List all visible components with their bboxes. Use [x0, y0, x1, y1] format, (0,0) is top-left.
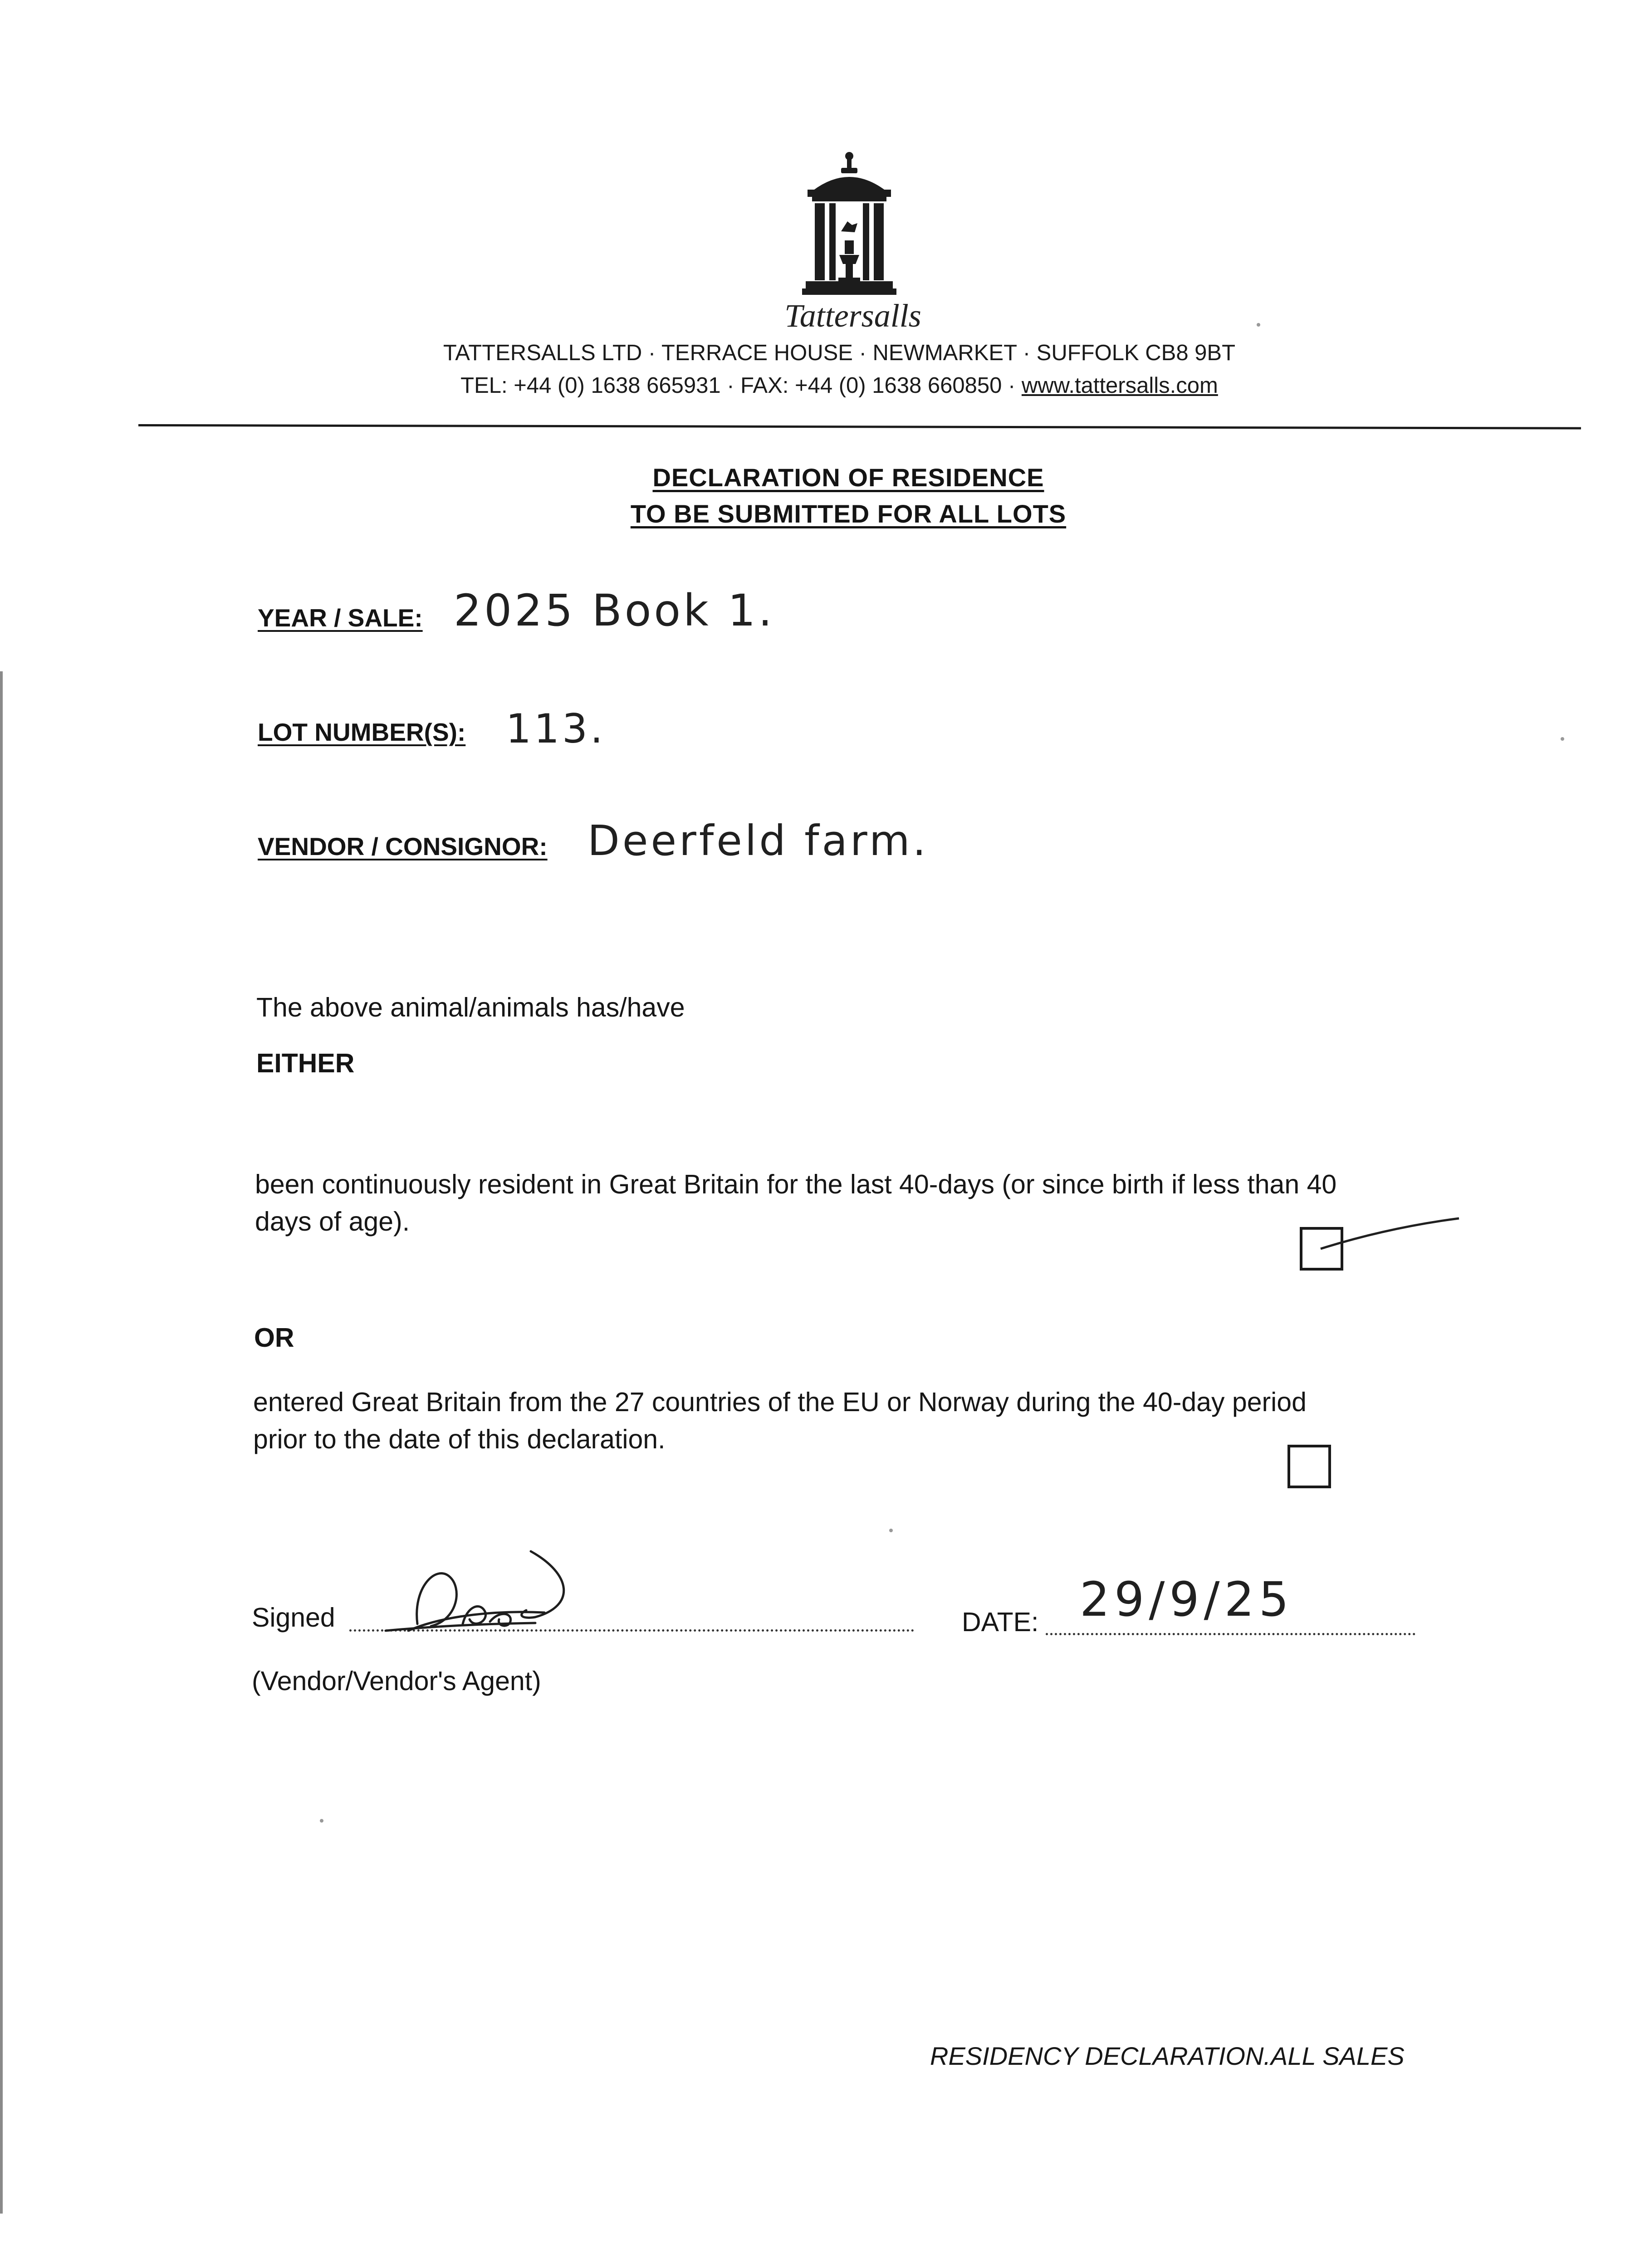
form-code: RESIDENCY DECLARATION.ALL SALES [930, 2042, 1405, 2070]
header-divider [138, 424, 1581, 430]
year-sale-row [258, 603, 423, 632]
vendor-row [258, 832, 548, 861]
scan-speck [1257, 323, 1260, 327]
document-subtitle: TO BE SUBMITTED FOR ALL LOTS [630, 499, 1067, 528]
either-label: EITHER [256, 1048, 355, 1078]
contact-line [363, 373, 1316, 398]
statement-intro: The above animal/animals has/have [256, 992, 685, 1022]
scan-speck [889, 1529, 893, 1532]
lot-numbers-value[interactable]: 113. [506, 705, 606, 752]
option-2-line-1: entered Great Britain from the 27 countries of the EU or Norway during the 40-day period [253, 1387, 1307, 1417]
signed-label: Signed [252, 1603, 335, 1633]
vendor-value[interactable]: Deerfeld farm. [587, 816, 929, 865]
option-1-text [255, 1166, 1480, 1240]
document-title: DECLARATION OF RESIDENCE [652, 463, 1044, 492]
or-label: OR [254, 1323, 294, 1353]
option-1-checkbox[interactable] [1300, 1227, 1343, 1271]
lot-numbers-row [258, 718, 465, 747]
date-line[interactable] [1046, 1633, 1415, 1635]
year-sale-label: YEAR / SALE: [258, 604, 423, 632]
checkmark-icon [1321, 1212, 1484, 1266]
company-address: TATTERSALLS LTD · TERRACE HOUSE · NEWMARKET · SUFFOLK CB8 9BT [443, 341, 1236, 365]
option-1-line-1: been continuously resident in Great Britain for the last 40-days (or since birth if less than 40 [255, 1169, 1337, 1199]
phone-fax: TEL: +44 (0) 1638 665931 · FAX: +44 (0) 1638 660850 · [460, 373, 1022, 398]
tattersalls-logo [799, 150, 899, 299]
date-value[interactable]: 29/9/25 [1080, 1572, 1293, 1627]
signatory-role: (Vendor/Vendor's Agent) [252, 1666, 541, 1696]
website-link[interactable]: www.tattersalls.com [1021, 373, 1218, 398]
scan-speck [320, 1819, 323, 1823]
brand-name: Tattersalls [784, 298, 921, 334]
handwritten-signature [381, 1533, 599, 1651]
lot-numbers-label: LOT NUMBER(S): [258, 718, 466, 746]
option-2-line-2: prior to the date of this declaration. [253, 1424, 666, 1454]
vendor-label: VENDOR / CONSIGNOR: [258, 832, 548, 860]
scan-speck [1561, 737, 1564, 741]
year-sale-value[interactable]: 2025 Book 1. [454, 585, 775, 636]
option-2-checkbox[interactable] [1287, 1445, 1331, 1488]
scan-edge [0, 671, 3, 2214]
date-label: DATE: [962, 1607, 1039, 1637]
option-1-line-2: days of age). [255, 1207, 410, 1237]
